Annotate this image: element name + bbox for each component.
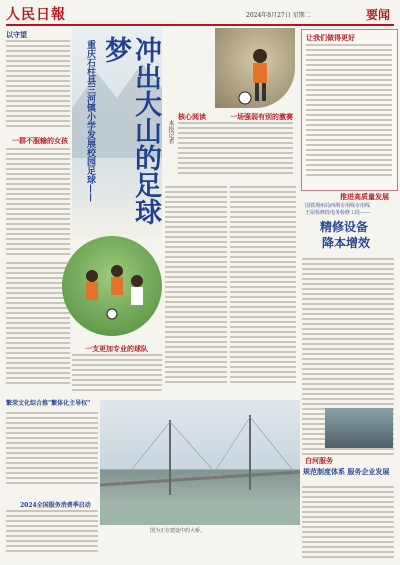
right-headline-2: 降本增效: [322, 236, 371, 250]
bottom-left-headline-1: 繁荣文化综合推"繁体化主导权": [6, 400, 91, 407]
bottom-right-text: [302, 486, 394, 561]
newspaper-logo: 人民日報: [6, 7, 66, 23]
core-reading-label: 核心阅读: [178, 113, 206, 121]
girl-with-ball-icon: [215, 28, 295, 108]
right-sidebar-box: [301, 29, 398, 191]
match-story-text: [230, 186, 296, 391]
right-box-text: [306, 44, 392, 184]
team-heading: 一支更加专业的球队: [85, 345, 148, 353]
match-heading: 一场强弱有别的激赛: [230, 113, 293, 121]
left-story-text: [6, 148, 70, 260]
bottom-left-text-1: [6, 412, 98, 500]
issue-date: 2024年8月27日 星期二: [246, 12, 311, 19]
right-column-tag: 让我们做得更好: [306, 34, 355, 42]
bridge-caption: 图为正在建设中的大桥。: [150, 528, 206, 534]
left-column-text-lower: [6, 262, 70, 392]
bottom-right-headline: 规范制度体系 服务企业发展: [303, 467, 390, 476]
bottom-right-tag: 白河服务: [305, 457, 333, 465]
right-kicker: 国铁荆州局西荆专用线专用线 王屋检修段电务检修工段——: [305, 203, 371, 216]
bottom-left-text-2: [6, 510, 98, 560]
worker-photo: [325, 408, 393, 448]
section-name: 要闻: [365, 8, 390, 22]
masthead: [6, 4, 394, 26]
main-subtitle-1: 重庆石柱县三河镇小学发展校园足球——: [85, 40, 95, 202]
right-label: 推进高质量发展: [340, 193, 389, 201]
left-story-heading: 一群不服输的女孩: [12, 137, 68, 145]
left-column-text: [6, 40, 70, 132]
left-column-tag: 以守望: [6, 31, 27, 39]
main-headline: 冲出大山的足球梦: [100, 36, 161, 225]
bridge-photo: [100, 400, 300, 525]
team-story-text: [72, 354, 162, 394]
right-headline-1: 精修设备: [320, 220, 369, 234]
team-football-photo: [62, 236, 162, 336]
core-reading-text: [178, 122, 293, 182]
girl-football-photo: [215, 28, 295, 108]
main-byline: 本报记者: [167, 120, 174, 144]
players-icon: [62, 236, 162, 336]
bottom-left-headline-2: 2024全国服务消费季启动: [20, 502, 91, 509]
bridge-icon: [100, 400, 300, 525]
main-story-text: [165, 186, 227, 391]
